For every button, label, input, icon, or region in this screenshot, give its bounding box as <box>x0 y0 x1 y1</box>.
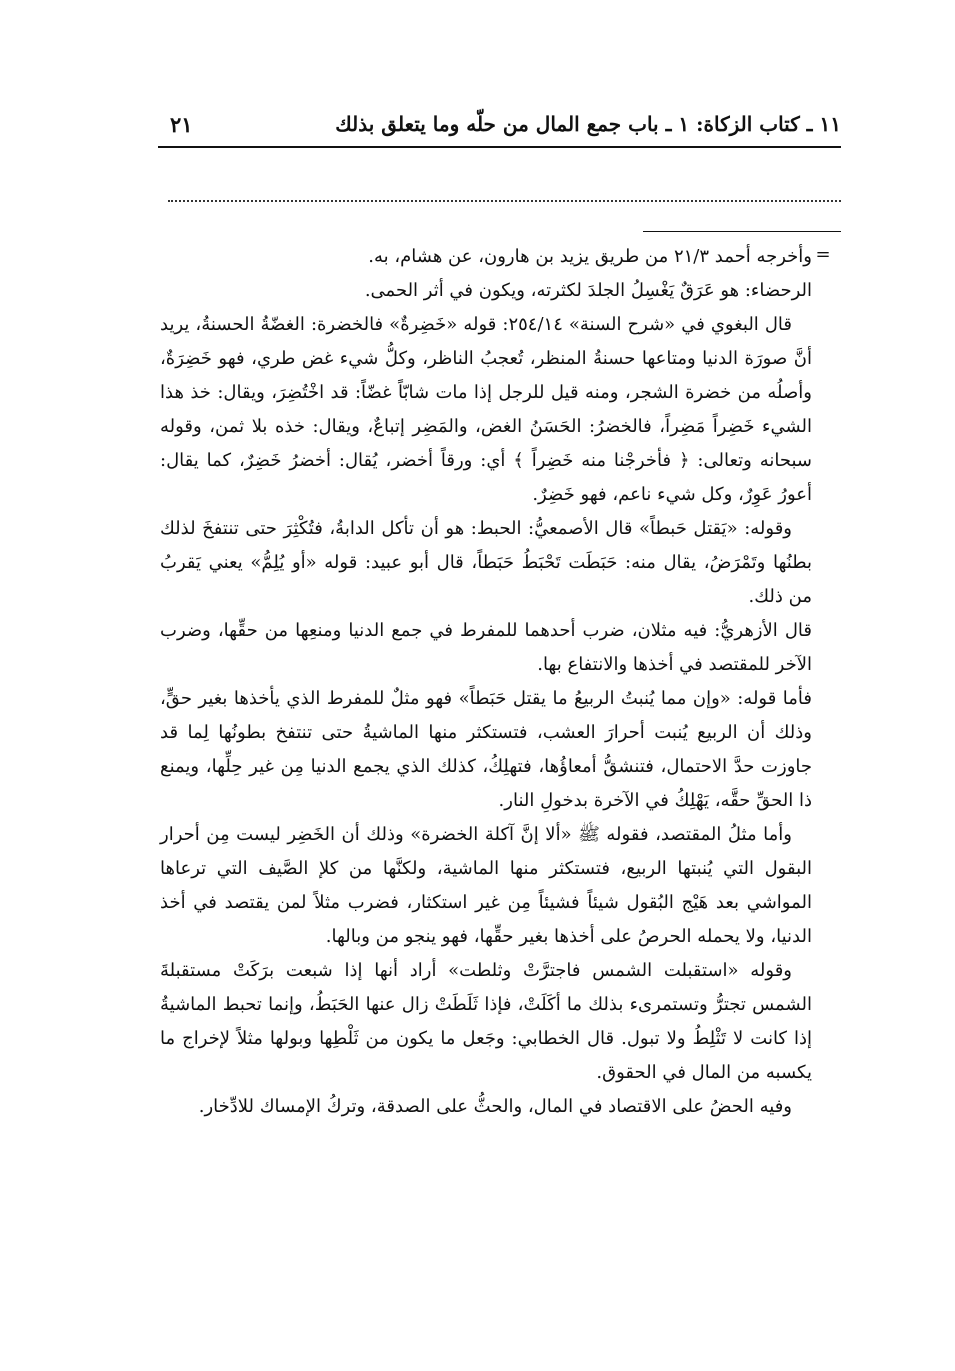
page-number: ٢١ <box>170 112 193 137</box>
paragraph: الرحضاء: هو عَرَقٌ يَغْسِلُ الجلدَ لكثرته، ويكون في أثر الحمى. <box>364 280 812 301</box>
footnote-rule <box>643 231 841 232</box>
paragraph: وفيه الحضُ على الاقتصاد في المال، والحثُّ على الصدقة، وتركُ الإمساك للادِّخار. <box>198 1096 792 1117</box>
header-rule <box>158 146 841 148</box>
header-title: ١١ ـ كتاب الزكاة: ١ ـ باب جمع المال من حلّه وما يتعلق بذلك <box>335 112 841 136</box>
running-header <box>158 112 841 146</box>
paragraph: قال البغوي في «شرح السنة» ٢٥٤/١٤: قوله «خَضِرةٌ» فالخضرة: الغضّةُ الحسنةُ، يريد أنَّ صورَة الدنيا ومتاعها حسنةُ المنظر، تُعجبُ الناظر، وكلُّ شيء غض طري، فهو خَضِرَةٌ، وأصلُه من خضرة الشجر، ومنه قيل للرجل إذا مات شابّاً غضّاً: قد اخْتُضِرَ، ويقال: خذ هذا الشيء خَضِراً مَضِراً، فالخضرُ: الحَسَنُ الغض، والمَضِر إتباعٌ، ويقال: خذه بلا ثمن، وقوله سبحانه وتعالى: ﴿ فأخرجْنا منه خَضِراً ﴾ أي: ورقاً أخضر، يُقال: أخضرُ خَضِرٌ، كما يقال: أعورُ عَوِرٌ، وكل شيء ناعم، فهو خَضِرٌ. <box>160 314 812 505</box>
paragraph: قال الأزهريُّ: فيه مثلان، ضرب أحدهما للمفرط في جمع الدنيا ومنعِها من حقِّها، وضرب الآخر للمقتصد في أخذها والانتفاع بها. <box>160 620 812 675</box>
paragraph: وأما مثلُ المقتصد، فقوله ﷺ «ألا إنَّ آكلة الخضرة» وذلك أن الخَضِر ليست مِن أحرار البقول التي يُنبتها الربيع، فتستكثر منها الماشية، ولكنَّها من كلإ الصَّيف التي ترعاها المواشي بعد هَيْج البُقول شيئاً فشيئاً مِن غير استكثار، فضرب مثلاً لمن يقتصد في أخذ الدنيا، ولا يحمله الحرصُ على أخذها بغير حقِّها، فهو ينجو من وبالها. <box>160 824 812 947</box>
paragraph: وأخرجه أحمد ٢١/٣ من طريق يزيد بن هارون، عن هشام، به. <box>368 246 812 267</box>
paragraph: فأما قوله: «وإن مما يُنبتُ الربيعُ ما يقتل حَبَطاً» فهو مثلٌ للمفرط الذي يأخذها بغير حقٍّ، وذلك أن الربيع يُنبت أحرارَ العشب، فتستكثر منها الماشيةُ حتى تنتفخ بطونُها لِما قد جاوزت حدَّ الاحتمال، فتنشقُّ أمعاؤُها، فتهلِكُ، كذلك الذي يجمع الدنيا مِن غير حِلِّها، ويمنع ذا الحقِّ حقَّه، يَهْلِكُ في الآخرة بدخولِ النار. <box>160 688 812 811</box>
paragraph: وقوله: «يَقتل حَبطاً» قال الأصمعيُّ: الحبط: هو أن تأكل الدابةُ، فتُكْثِرَ حتى تنتفخَ لذلك بطنُها وتَمْرَضُ، يقال منه: حَبَطَت تَحْبَطُ حَبَطاً، قال أبو عبيد: قوله «أو يُلِمُّ» يعني يَقربُ من ذلك. <box>160 518 812 607</box>
footnote-body <box>160 240 812 1124</box>
paragraph: وقوله «استقبلت الشمس فاجترَّتْ وثلطت» أراد أنها إذا شبعت برَكَتْ مستقبلةَ الشمس تجترُّ وتستمرىء بذلك ما أكَلَتْ، فإذا ثَلَطَتْ زال عنها الحَبَطُ، وإنما تحبط الماشيةُ إذا كانت لا تَثْلِطُ ولا تبول. قال الخطابي: وجَعل ما يكون من ثَلْطِها وبولها مثلاً لإخراج ما يكسبه من المال في الحقوق. <box>160 960 812 1083</box>
dotted-separator <box>168 200 841 202</box>
continuation-mark: = <box>815 244 831 265</box>
